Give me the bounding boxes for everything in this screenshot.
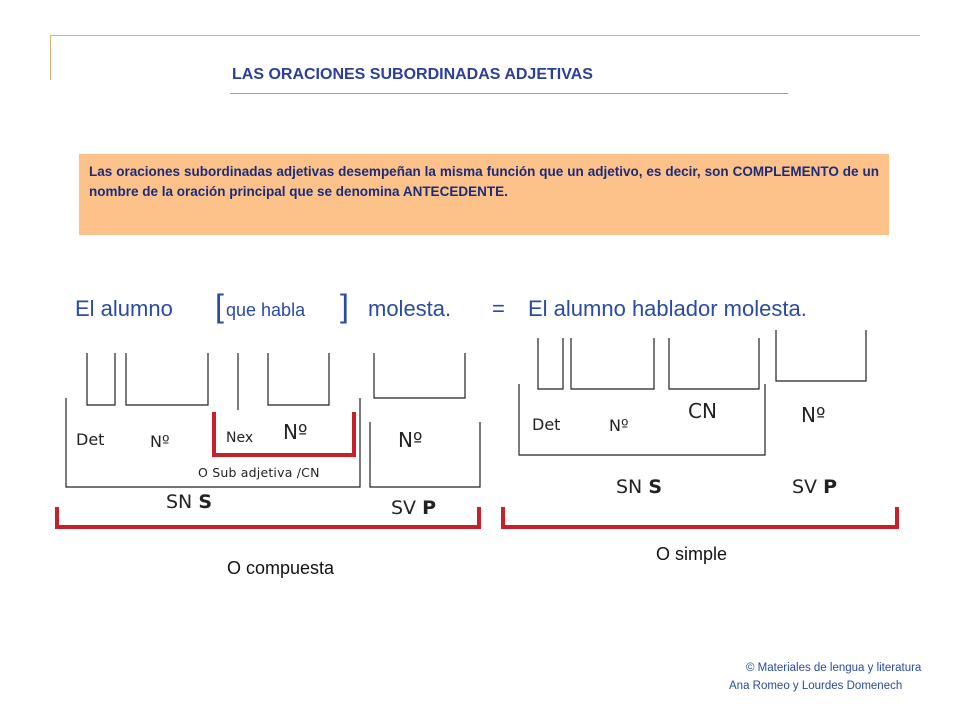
box-alumno-simple [571, 338, 654, 389]
label-n1-simple: Nº [609, 416, 629, 435]
page-title: LAS ORACIONES SUBORDINADAS ADJETIVAS [232, 66, 593, 83]
label-sv-simple [792, 476, 837, 498]
label-det-compound: Det [76, 430, 105, 449]
label-nex: Nex [226, 430, 254, 446]
label-sv-compound [391, 497, 436, 519]
label-n1-compound: Nº [150, 432, 170, 451]
label-o-compuesta: O compuesta [227, 558, 335, 578]
box-hablador [669, 338, 759, 389]
label-n2-simple: Nº [801, 403, 826, 427]
definition-box: Las oraciones subordinadas adjetivas desempeñan la misma función que un adjetivo, es decir, son COMPLEMENTO de un nombre de la oración principal que se denomina ANTECEDENTE. [79, 154, 889, 235]
label-sn-simple [616, 476, 662, 498]
sentence-left-subject: El alumno [75, 296, 173, 321]
sentence-right: El alumno hablador molesta. [528, 296, 807, 321]
sn-compound-prefix: SN [166, 491, 199, 513]
label-n3-compound: Nº [398, 428, 423, 452]
bracket-close: ] [340, 288, 349, 324]
bracket-open: [ [215, 288, 224, 324]
label-det-simple: Det [532, 415, 561, 434]
sv-simple-func: P [823, 476, 838, 498]
sn-simple-func: S [648, 476, 663, 498]
sentence-left-verb: molesta. [368, 296, 452, 321]
sv-compound-func: P [422, 497, 437, 519]
label-o-simple: O simple [656, 544, 728, 564]
credit-line-2: Ana Romeo y Lourdes Domenech [729, 680, 903, 692]
credit-line-1: © Materiales de lengua y literatura [746, 662, 922, 674]
sv-simple-prefix: SV [792, 476, 824, 498]
label-sn-compound [166, 491, 212, 513]
box-el-simple [538, 338, 563, 389]
box-molesta-right [776, 330, 866, 381]
box-molesta-left [374, 353, 465, 398]
box-alumno [126, 353, 208, 405]
label-cn: CN [688, 399, 717, 423]
sn-simple-prefix: SN [616, 476, 649, 498]
box-habla [268, 353, 329, 405]
sentence-relative-clause: que habla [226, 300, 306, 320]
sn-compound-func: S [198, 491, 213, 513]
box-el [87, 353, 115, 405]
label-n2-compound: Nº [283, 420, 308, 444]
box-sv-compound [370, 422, 480, 487]
red-bracket-simple [503, 507, 897, 527]
label-sub-adjetiva: O Sub adjetiva /CN [198, 465, 320, 480]
sv-compound-prefix: SV [391, 497, 423, 519]
equals-sign: = [492, 296, 505, 321]
